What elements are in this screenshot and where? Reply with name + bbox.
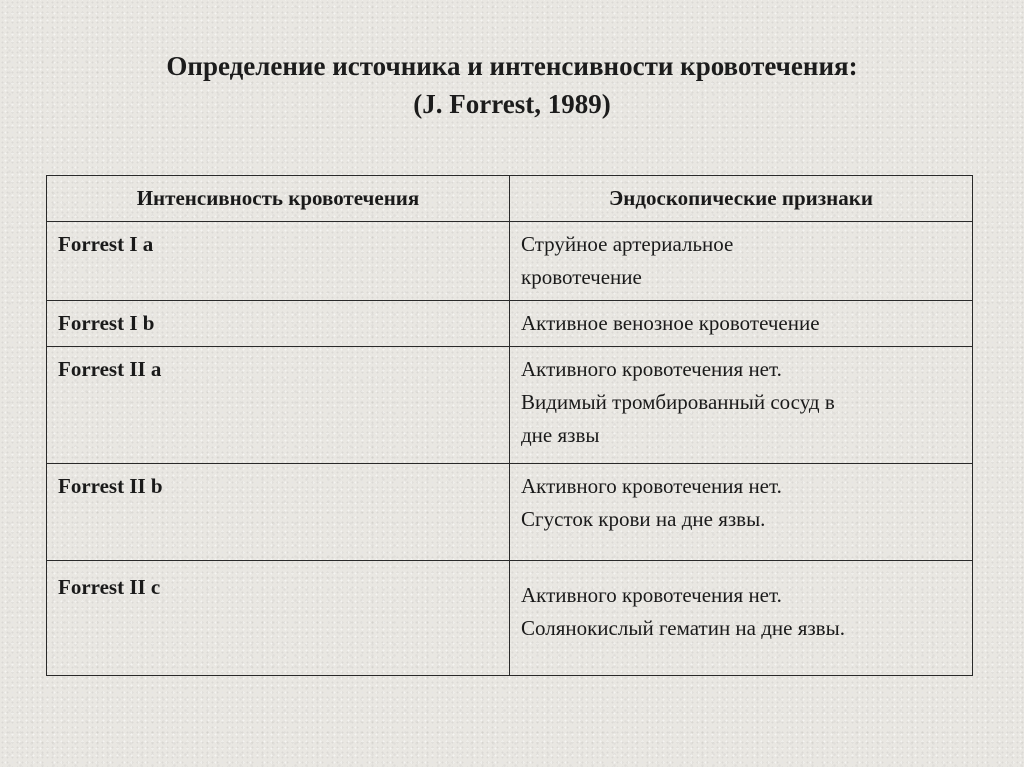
- description-cell: [510, 222, 973, 301]
- description-line: дне язвы: [521, 423, 600, 447]
- description-line: Струйное артериальное: [521, 232, 734, 256]
- grade-cell: Forrest I a: [47, 222, 510, 301]
- description-cell: [510, 347, 973, 464]
- description-line: Сгусток крови на дне язвы.: [521, 507, 766, 531]
- table-row: [47, 561, 973, 676]
- description-line: Видимый тромбированный сосуд в: [521, 390, 835, 414]
- table-row: [47, 464, 973, 561]
- forrest-classification-table: [46, 175, 973, 676]
- table-row: [47, 301, 973, 347]
- grade-cell: Forrest II b: [47, 464, 510, 561]
- grade-cell: Forrest II a: [47, 347, 510, 464]
- description-cell: [510, 561, 973, 676]
- description-line: кровотечение: [521, 265, 642, 289]
- slide-title-line-1: Определение источника и интенсивности кровотечения:: [166, 51, 858, 81]
- column-header-endoscopic-signs: Эндоскопические признаки: [510, 176, 973, 222]
- column-header-intensity: Интенсивность кровотечения: [47, 176, 510, 222]
- table-header-row: [47, 176, 973, 222]
- slide-title: [0, 47, 1024, 123]
- description-line: Активного кровотечения нет.: [521, 583, 782, 607]
- description-line: Солянокислый гематин на дне язвы.: [521, 616, 845, 640]
- grade-cell: Forrest I b: [47, 301, 510, 347]
- table-row: [47, 347, 973, 464]
- table-row: [47, 222, 973, 301]
- slide-title-line-2: (J. Forrest, 1989): [413, 89, 611, 119]
- description-line: Активного кровотечения нет.: [521, 474, 782, 498]
- description-line: Активного кровотечения нет.: [521, 357, 782, 381]
- grade-cell: Forrest II c: [47, 561, 510, 676]
- description-cell: [510, 464, 973, 561]
- description-line: Активное венозное кровотечение: [521, 311, 820, 335]
- description-cell: [510, 301, 973, 347]
